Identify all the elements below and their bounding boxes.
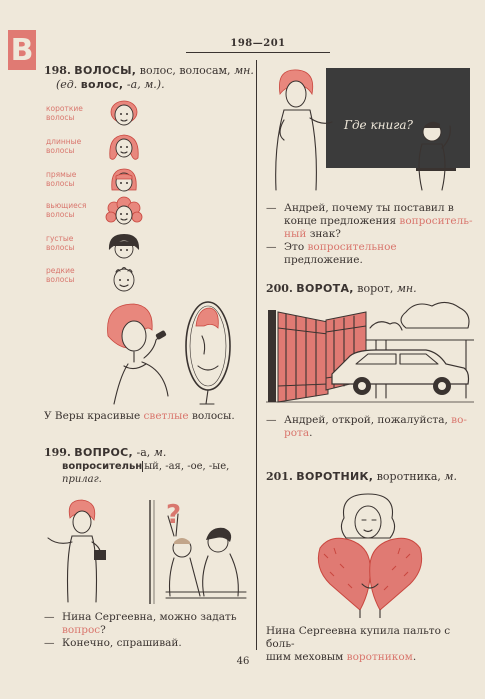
hair-label-thick: густые волосы: [46, 234, 75, 252]
page-range-header: 198—201: [230, 38, 286, 49]
section-letter-badge: В: [8, 30, 36, 70]
hairstyle-faces-illustration: [104, 98, 144, 298]
fur-collar-woman-illustration: [300, 488, 440, 618]
gate-and-car-illustration: [266, 298, 474, 406]
entry-number: 198.: [44, 64, 71, 77]
part-of-speech: мн.: [234, 64, 254, 77]
blackboard-dialog: [266, 202, 474, 267]
hair-label-curly: вьющиеся волосы: [46, 201, 87, 219]
page-number: 46: [236, 656, 250, 667]
entry-198-example: У Веры красивые светлые волосы.: [44, 410, 235, 422]
highlighted-word: ный: [284, 228, 307, 240]
dialog-line: — Андрей, открой, пожалуйста, во- рота.: [266, 414, 467, 439]
hair-label-long: длинные волосы: [46, 137, 82, 155]
highlighted-word: воротником: [346, 651, 413, 663]
hair-label-short: короткие волосы: [46, 104, 83, 122]
dialog-line: — Конечно, спрашивай.: [44, 637, 182, 649]
face-short-hair-icon: [111, 101, 137, 125]
highlighted-word: светлые: [143, 410, 189, 422]
entry-199-dialog: [44, 611, 254, 650]
entry-201-title: 201. ВОРОТНИК, воротника, м.: [266, 470, 458, 483]
highlighted-word: вопроситель-: [399, 215, 473, 227]
question-mark-icon: ?: [166, 500, 182, 530]
headword: ВОЛОСЫ,: [74, 64, 137, 77]
entry-199-derived: вопросительн ый, -ая, -ое, -ые,: [62, 461, 230, 472]
headword: ВОРОТНИК,: [296, 470, 374, 483]
hair-label-straight: прямые волосы: [46, 170, 77, 188]
face-long-hair-icon: [110, 135, 138, 159]
face-thick-hair-icon: [109, 234, 139, 258]
highlighted-word: во-: [451, 414, 467, 426]
girl-at-mirror-illustration: [94, 296, 244, 406]
entry-201-example: Нина Сергеевна купила пальто с боль- шим меховым воротником.: [266, 625, 451, 663]
face-curly-hair-icon: [106, 197, 142, 224]
dialog-line: — Андрей, почему ты поставил в конце предложения вопроситель- ный знак?: [266, 202, 473, 240]
blackboard-text: Где книга?: [344, 118, 413, 132]
headword: ВОПРОС,: [74, 446, 134, 459]
column-divider: [256, 60, 257, 650]
highlighted-word: рота: [284, 427, 310, 439]
headword: ВОРОТА,: [296, 282, 354, 295]
highlighted-word: вопрос: [62, 624, 101, 636]
header-rule: [186, 52, 330, 53]
entry-200-example: [266, 414, 474, 440]
face-straight-hair-icon: [112, 169, 137, 191]
word-forms: волос, волосам,: [139, 64, 231, 77]
highlighted-word: вопросительное: [307, 241, 397, 253]
entry-198-title: [44, 64, 254, 78]
entry-199-title: 199. ВОПРОС, -а, м.: [44, 446, 167, 459]
entry-198-singular: (ед. волос, -а, м.).: [56, 78, 165, 91]
entry-199-derived-pos: прилаг.: [62, 474, 102, 485]
dialog-line: — Это вопросительное предложение.: [266, 241, 397, 266]
classroom-question-illustration: [40, 496, 254, 604]
entry-200-title: 200. ВОРОТА, ворот, мн.: [266, 282, 417, 295]
face-sparse-hair-icon: [114, 268, 134, 292]
hair-label-sparse: редкие волосы: [46, 266, 75, 284]
dialog-line: — Нина Сергеевна, можно задать вопрос?: [44, 611, 237, 636]
